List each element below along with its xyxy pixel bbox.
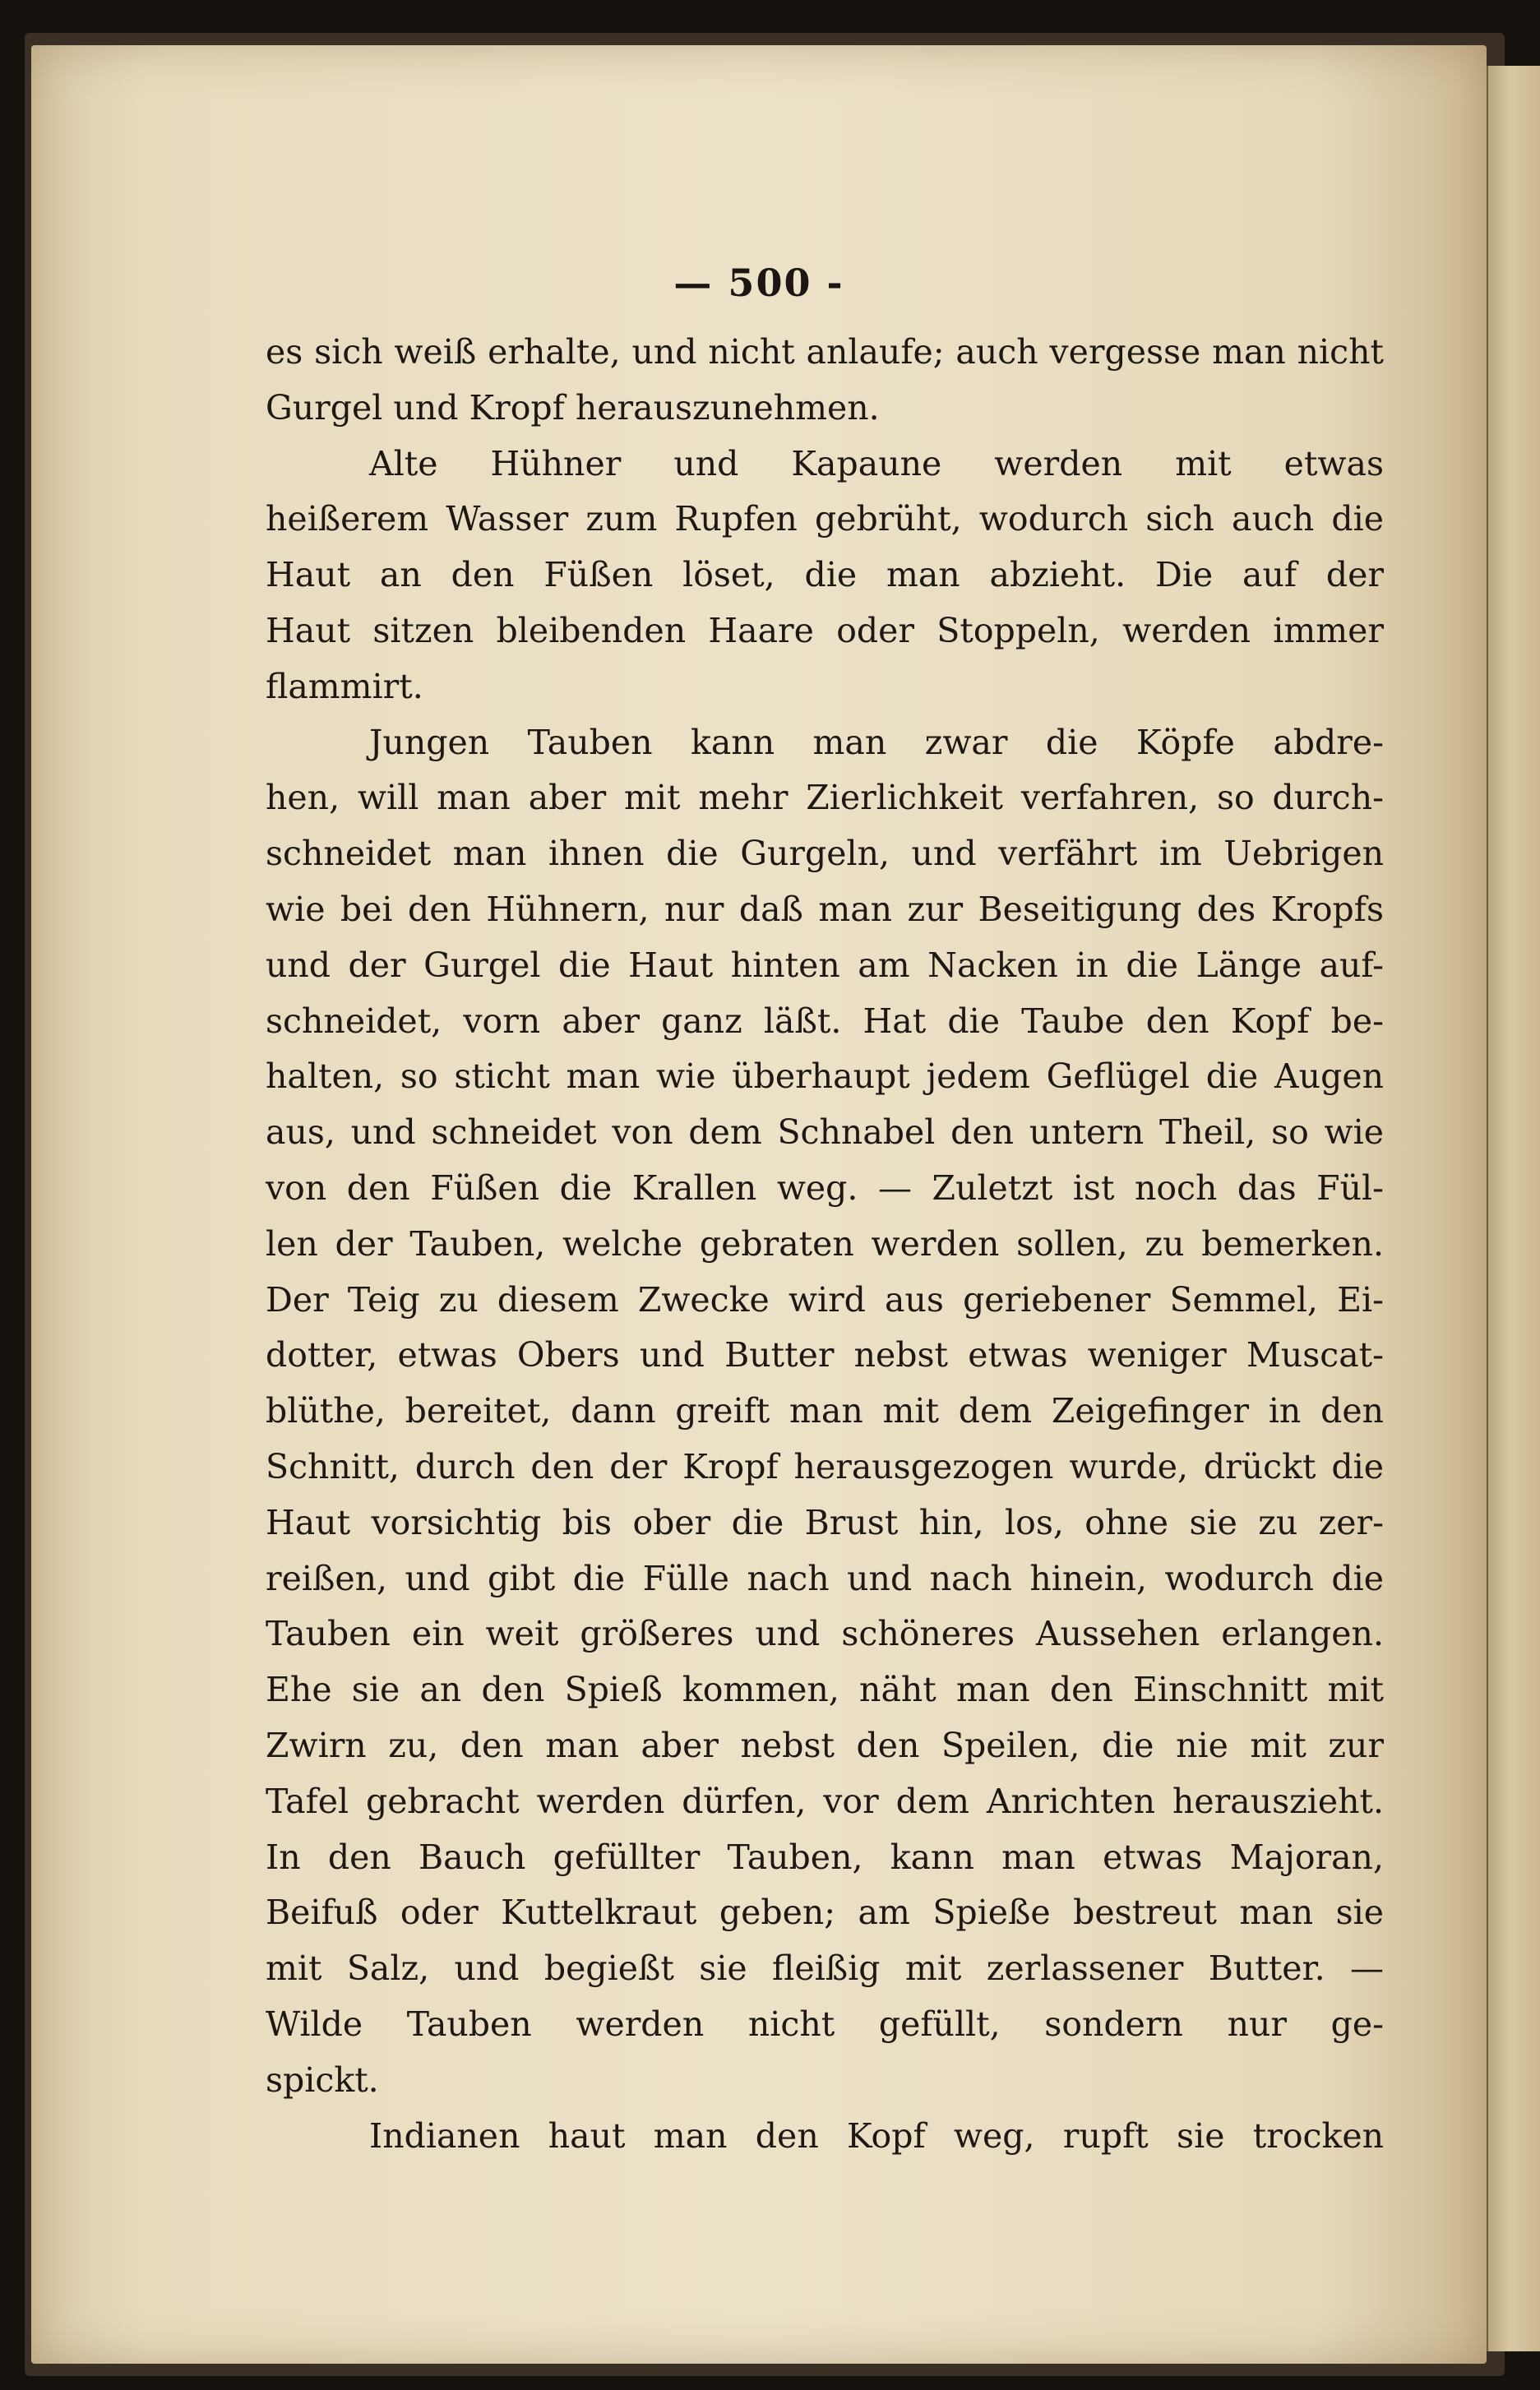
text-line: dotter, etwas Obers und Butter nebst etwas weniger Muscat- xyxy=(266,1335,1384,1375)
text-line: Wilde Tauben werden nicht gefüllt, sondern nur ge- xyxy=(266,2004,1384,2044)
text-line: Beifuß oder Kuttelkraut geben; am Spieße bestreut man sie xyxy=(266,1893,1384,1933)
text-line: heißerem Wasser zum Rupfen gebrüht, wodurch sich auch die xyxy=(266,499,1384,539)
text-line: Zwirn zu, den man aber nebst den Speilen, die nie mit zur xyxy=(266,1725,1384,1765)
text-line: Haut vorsichtig bis ober die Brust hin, los, ohne sie zu zer- xyxy=(266,1502,1384,1542)
adjacent-page-edge xyxy=(1487,66,1540,2351)
text-line: Gurgel und Kropf herauszunehmen. xyxy=(266,387,880,428)
text-line: Tafel gebracht werden dürfen, vor dem Anrichten herauszieht. xyxy=(266,1781,1384,1821)
text-line: es sich weiß erhalte, und nicht anlaufe; auch vergesse man nicht xyxy=(266,332,1384,372)
text-line: Schnitt, durch den der Kropf herausgezogen wurde, drückt die xyxy=(266,1446,1384,1486)
text-line: blüthe, bereitet, dann greift man mit dem Zeigefinger in den xyxy=(266,1391,1384,1431)
text-line: halten, so sticht man wie überhaupt jedem Geflügel die Augen xyxy=(266,1056,1384,1097)
body-text xyxy=(266,325,1384,2164)
text-line: Haut an den Füßen löset, die man abzieht. Die auf der xyxy=(266,555,1384,595)
text-line: mit Salz, und begießt sie fleißig mit zerlassener Butter. — xyxy=(266,1949,1384,1989)
text-line: hen, will man aber mit mehr Zierlichkeit verfahren, so durch- xyxy=(266,778,1384,818)
text-line: Der Teig zu diesem Zwecke wird aus geriebener Semmel, Ei- xyxy=(266,1279,1384,1320)
text-line: len der Tauben, welche gebraten werden sollen, zu bemerken. xyxy=(266,1223,1384,1264)
text-line: schneidet, vorn aber ganz läßt. Hat die Taube den Kopf be- xyxy=(266,1001,1384,1041)
text-line: Tauben ein weit größeres und schöneres Aussehen erlangen. xyxy=(266,1614,1384,1654)
text-line: Ehe sie an den Spieß kommen, näht man den Einschnitt mit xyxy=(266,1670,1384,1710)
page-number: — 500 - xyxy=(673,261,844,305)
text-line: von den Füßen die Krallen weg. — Zuletzt ist noch das Fül- xyxy=(266,1167,1384,1208)
text-line: und der Gurgel die Haut hinten am Nacken in die Länge auf- xyxy=(266,945,1384,985)
text-line: reißen, und gibt die Fülle nach und nach hinein, wodurch die xyxy=(266,1558,1384,1598)
text-line: schneidet man ihnen die Gurgeln, und verfährt im Uebrigen xyxy=(266,834,1384,874)
text-line: wie bei den Hühnern, nur daß man zur Beseitigung des Kropfs xyxy=(266,889,1384,929)
text-line: Alte Hühner und Kapaune werden mit etwas xyxy=(369,443,1384,483)
paper-page xyxy=(31,45,1487,2364)
text-line: flammirt. xyxy=(266,666,423,706)
text-line: Indianen haut man den Kopf weg, rupft sie trocken xyxy=(369,2115,1384,2156)
text-line: spickt. xyxy=(266,2059,379,2100)
text-line: aus, und schneidet von dem Schnabel den untern Theil, so wie xyxy=(266,1112,1384,1153)
text-line: Jungen Tauben kann man zwar die Köpfe abdre- xyxy=(369,722,1384,762)
text-line: Haut sitzen bleibenden Haare oder Stoppeln, werden immer xyxy=(266,610,1384,650)
text-line: In den Bauch gefüllter Tauben, kann man etwas Majoran, xyxy=(266,1837,1384,1877)
